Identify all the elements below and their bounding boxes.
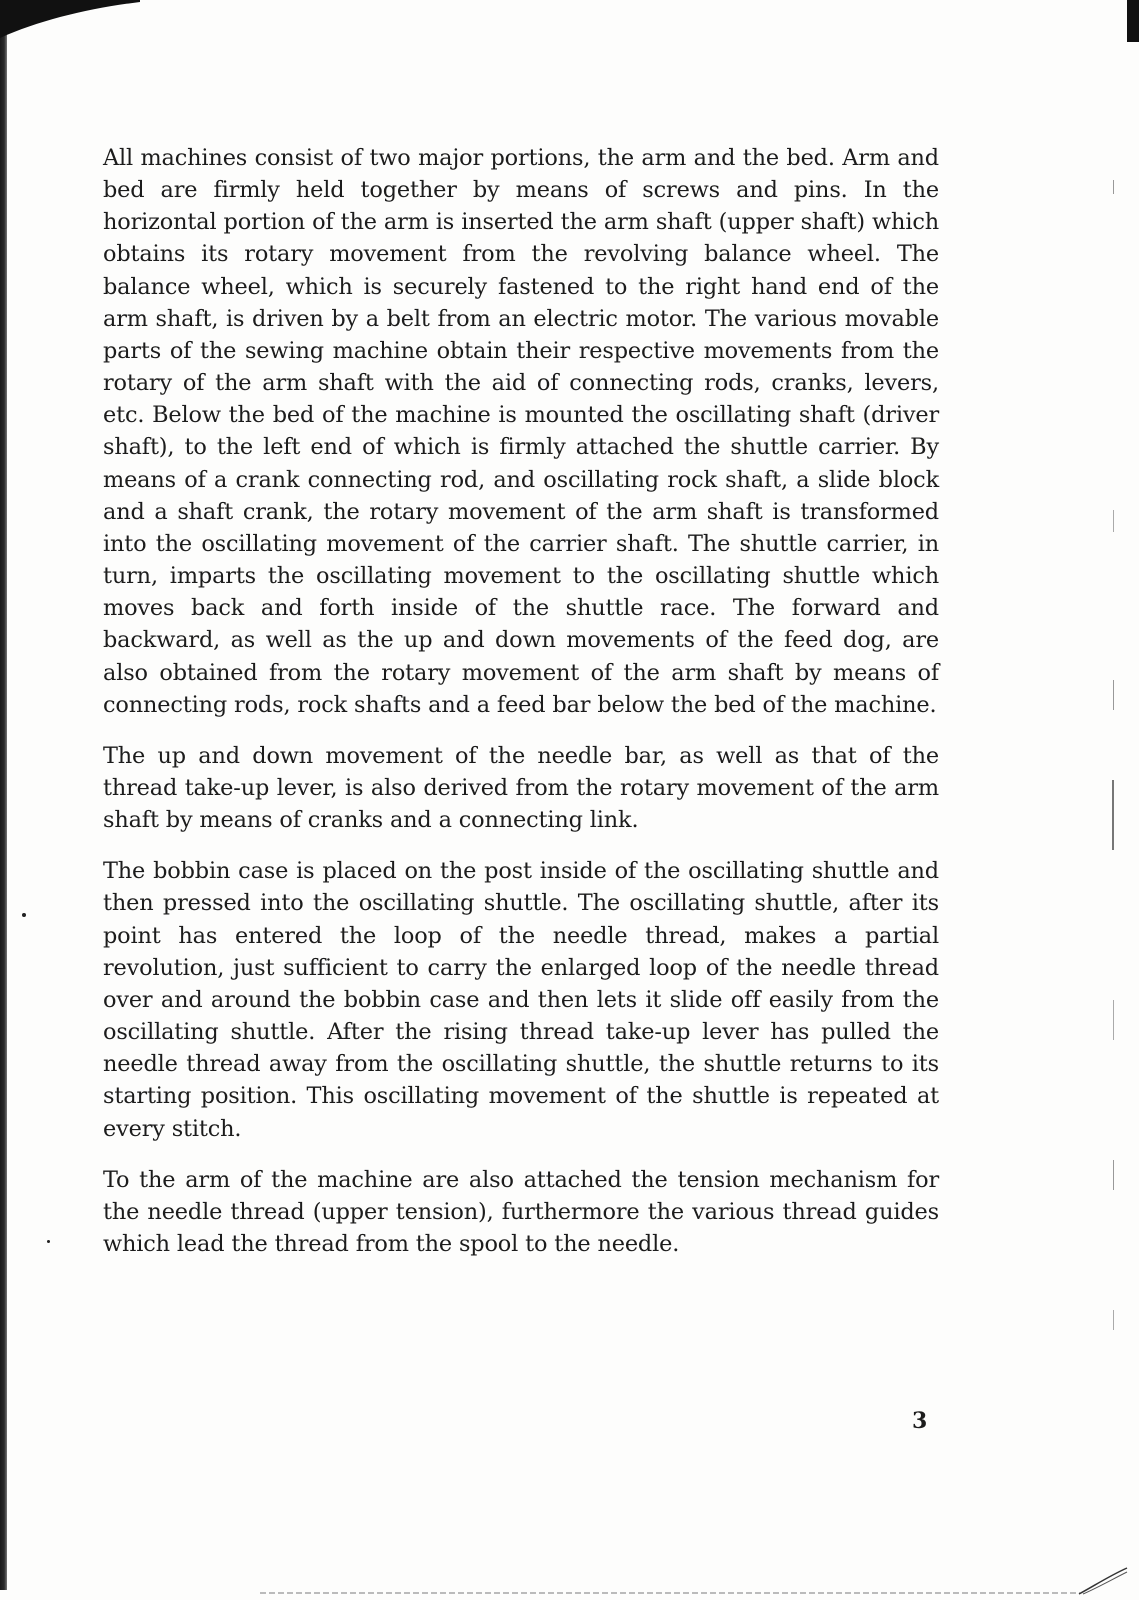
scan-right-speckles [1111,140,1117,1440]
paragraph: All machines consist of two major portions, the arm and the bed. Arm and bed are firmly held together by means of screws and pins. In the horizontal portion of the arm is inserted the arm shaft (upper shaft) which obtains its rotary movement from the revolving balance wheel. The balance wheel, which is securely fastened to the right hand end of the arm shaft, is driven by a belt from an electric motor. The various movable parts of the sewing machine obtain their respective movements from the rotary of the arm shaft with the aid of connecting rods, cranks, levers, etc. Below the bed of the machine is mounted the oscillating shaft (driver shaft), to the left end of which is firmly attached the shuttle carrier. By means of a crank connecting rod, and oscillating rock shaft, a slide block and a shaft crank, the rotary movement of the arm shaft is transformed into the oscillating movement of the carrier shaft. The shuttle carrier, in turn, imparts the oscillating movement to the oscillating shuttle which moves back and forth inside of the shuttle race. The forward and backward, as well as the up and down movements of the feed dog, are also obtained from the rotary movement of the arm shaft by means of connecting rods, rock shafts and a feed bar below the bed of the machine. [103,145,939,718]
paragraph: The bobbin case is placed on the post inside of the oscillating shuttle and then pressed into the oscillating shuttle. The oscillating shuttle, after its point has entered the loop of the needle thread, makes a partial revolution, just sufficient to carry the enlarged loop of the needle thread over and around the bobbin case and then lets it slide off easily from the oscillating shuttle. After the rising thread take-up lever has pulled the needle thread away from the oscillating shuttle, the shuttle returns to its starting position. This oscillating movement of the shuttle is repeated at every stitch. [103,858,939,1142]
scan-left-edge [0,30,7,1590]
scan-speck [47,1240,50,1243]
page-number: 3 [912,1408,928,1434]
body-text [103,142,939,1279]
scan-right-corner [1127,0,1139,42]
scan-corner-curl [1069,1566,1129,1596]
scan-speck [22,913,26,917]
paragraph: The up and down movement of the needle bar, as well as that of the thread take-up lever, is also derived from the rotary movement of the arm shaft by means of cranks and a connecting link. [103,742,939,834]
paragraph: To the arm of the machine are also attached the tension mechanism for the needle thread (upper tension), furthermore the various thread guides which lead the thread from the spool to the needle. [103,1166,939,1257]
scan-bottom-rule [260,1592,1080,1594]
scan-corner-mark [0,0,140,40]
